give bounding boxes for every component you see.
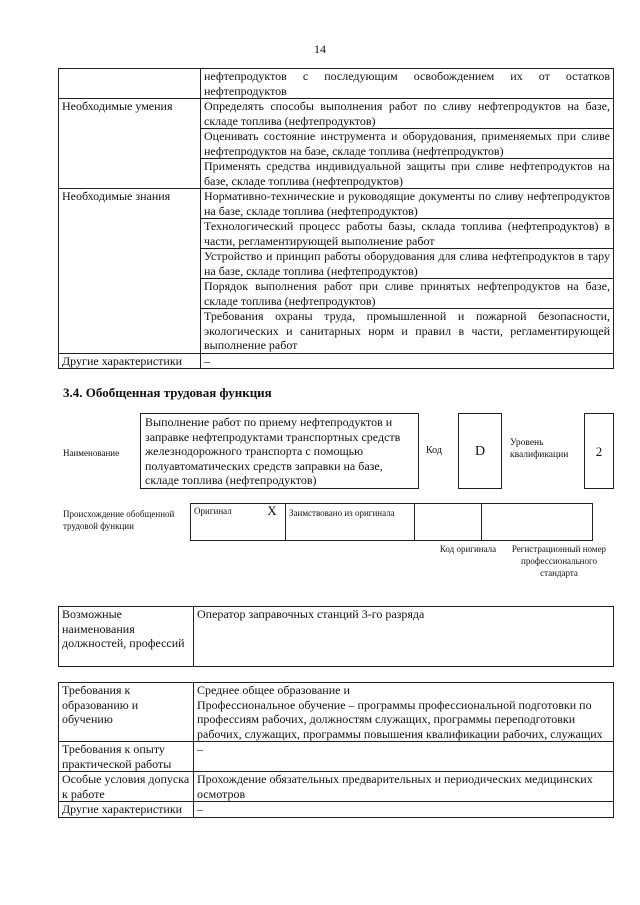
positions-value: Оператор заправочных станций 3-го разряда [194, 607, 614, 667]
name-label: Наименование [63, 448, 120, 458]
section-title: 3.4. Обобщенная трудовая функция [63, 385, 272, 400]
table-row [59, 742, 614, 772]
requirement-label: Требования к опыту практической работы [59, 742, 194, 772]
origin-table [190, 503, 593, 541]
requirement-label: Особые условия допуска к работе [59, 772, 194, 802]
row-item: Нормативно-технические и руководящие документы по сливу нефтепродуктов на базе, складе топлива (нефтепродуктов) [201, 189, 614, 219]
table-row [59, 99, 614, 129]
skills-knowledge-table [58, 68, 614, 369]
table-row [59, 189, 614, 219]
table-row [59, 69, 614, 99]
original-label: Оригинал [191, 504, 260, 541]
requirement-value: – [194, 802, 614, 818]
row-item: Оценивать состояние инструмента и оборудования, применяемых при сливе нефтепродуктов на базе, складе топлива (нефтепродуктов) [201, 129, 614, 159]
row-item: Устройство и принцип работы оборудования для слива нефтепродуктов в тару на базе, складе топлива (нефтепродуктов) [201, 249, 614, 279]
code-original-caption: Код оригинала [439, 544, 497, 554]
requirement-value: Среднее общее образование и Профессиональное обучение – программы профессиональной подготовки по профессиям рабочих, должностям служащих, программы переподготовки рабочих, служащих, программы повышения квалификации рабочих, служащих [194, 683, 614, 742]
reg-number-cell [482, 504, 593, 541]
function-name-box: Выполнение работ по приему нефтепродуктов и заправке нефтепродуктами транспортных средств железнодорожного транспорта с помощью полуавтоматических средств заправки на базе, складе топлива (нефтепродуктов) [140, 413, 419, 489]
table-row [59, 353, 614, 369]
row-item: Порядок выполнения работ при сливе принятых нефтепродуктов на базе, складе топлива (нефтепродуктов) [201, 279, 614, 309]
code-value-box: D [458, 413, 502, 489]
page-number: 14 [314, 42, 326, 56]
level-label: Уровень квалификации [510, 438, 569, 460]
row-item: Определять способы выполнения работ по сливу нефтепродуктов на базе, складе топлива (нефтепродуктов) [201, 99, 614, 129]
row-item: Технологический процесс работы базы, склада топлива (нефтепродуктов) в части, регламентирующей выполнение работ [201, 219, 614, 249]
level-value-box: 2 [584, 413, 614, 489]
positions-table [58, 606, 614, 667]
table-row [59, 607, 614, 667]
row-label: Необходимые умения [59, 99, 201, 189]
borrowed-label: Заимствовано из оригинала [286, 504, 415, 541]
requirement-label: Требования к образованию и обучению [59, 683, 194, 742]
row-label: Необходимые знания [59, 189, 201, 354]
requirements-table [58, 682, 614, 818]
original-mark: X [259, 504, 286, 541]
table-row [59, 683, 614, 742]
origin-label: Происхождение обобщенной трудовой функции [63, 509, 175, 531]
requirement-label: Другие характеристики [59, 802, 194, 818]
row-label: Другие характеристики [59, 353, 201, 369]
positions-label: Возможные наименования должностей, профессий [59, 607, 194, 667]
row-item: Применять средства индивидуальной защиты при сливе нефтепродуктов на базе, складе топлива (нефтепродуктов) [201, 159, 614, 189]
reg-number-caption: Регистрационный номер профессионального стандарта [511, 544, 607, 578]
table-row [59, 802, 614, 818]
code-label: Код [426, 445, 442, 456]
row-item: нефтепродуктов с последующим освобождением их от остатков нефтепродуктов [201, 69, 614, 99]
row-item: – [201, 353, 614, 369]
requirement-value: – [194, 742, 614, 772]
row-label [59, 69, 201, 99]
requirement-value: Прохождение обязательных предварительных и периодических медицинских осмотров [194, 772, 614, 802]
table-row [59, 772, 614, 802]
table-row [191, 504, 593, 541]
row-item: Требования охраны труда, промышленной и пожарной безопасности, экологических и санитарных норм и правил в части, регламентирующей выполнение работ [201, 309, 614, 354]
code-original-cell [415, 504, 482, 541]
